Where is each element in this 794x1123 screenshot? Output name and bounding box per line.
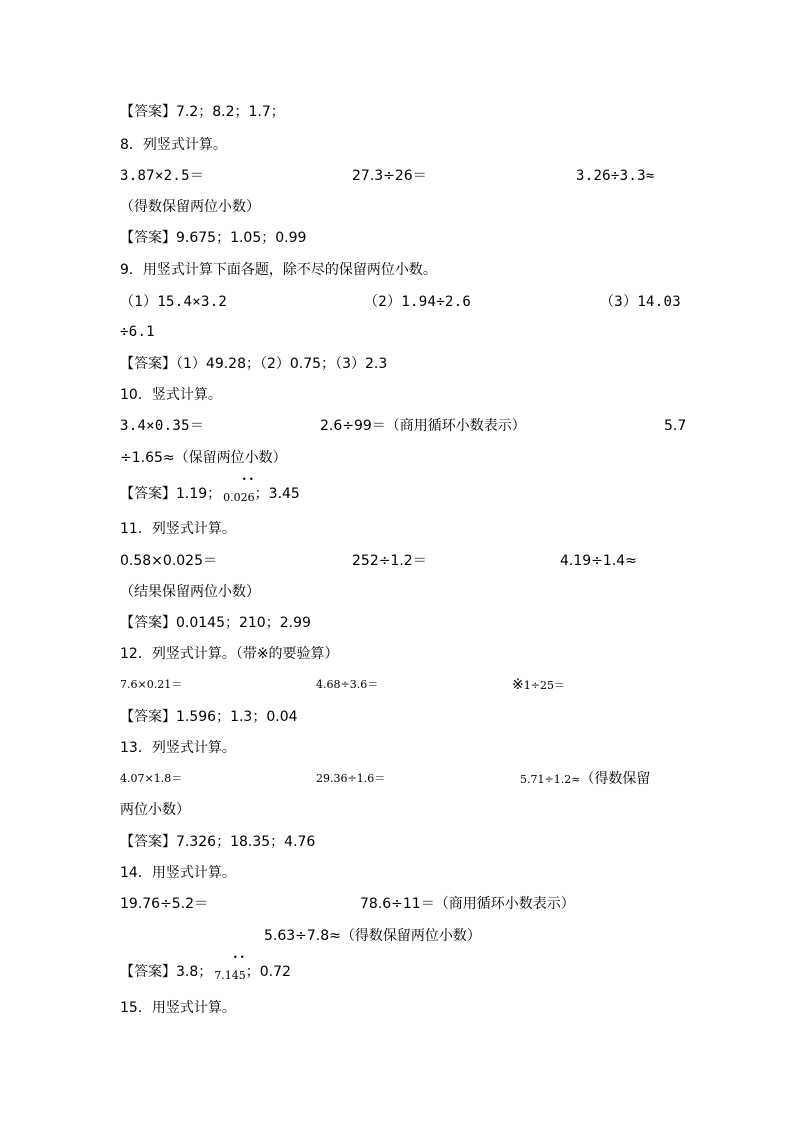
question-9-problems [0, 290, 794, 314]
problem-1: 3.87×2.5＝ [120, 168, 205, 184]
note-text: 两位小数） [120, 802, 190, 818]
answer-text: 【答案】1.19； [120, 486, 222, 502]
question-14-title [0, 861, 794, 885]
answer-line-14 [0, 960, 794, 984]
question-text: 12．列竖式计算。（带※的要验算） [120, 646, 339, 662]
problem-2: 27.3÷26＝ [352, 168, 427, 184]
answer-line-9 [0, 352, 794, 376]
problem-1: （1）15.4×3.2 [120, 294, 228, 310]
question-text: 13．列竖式计算。 [120, 740, 236, 756]
problem-3-note: （得数保留 [580, 771, 651, 787]
question-11-problems [0, 549, 794, 573]
problem-3-continued: ÷6.1 [120, 324, 155, 340]
problem-3: 5.7 [664, 418, 687, 434]
answer-text: 【答案】0.0145；210；2.99 [120, 615, 311, 631]
problem-1: 4.07×1.8＝ [120, 772, 183, 785]
answer-line-13 [0, 830, 794, 854]
question-11-note [0, 580, 794, 604]
question-10-problems [0, 414, 794, 438]
question-12-title [0, 642, 794, 666]
answer-text: 【答案】7.2；8.2；1.7； [120, 104, 285, 120]
question-8-note [0, 195, 794, 219]
problem-2: 29.36÷1.6＝ [316, 772, 386, 785]
answer-text: 【答案】（1）49.28；（2）0.75；（3）2.3 [120, 356, 388, 372]
question-9-title [0, 258, 794, 282]
repeating-digit: • 4 [232, 964, 239, 988]
repeating-digit: • 2 [241, 486, 248, 510]
repeating-decimal: 7.1• 4• 5 [214, 969, 246, 982]
question-8-problems [0, 164, 794, 188]
question-12-problems [0, 673, 794, 697]
repeating-decimal: 0.0• 2• 6 [223, 491, 255, 504]
question-text: 8．列竖式计算。 [120, 137, 227, 153]
question-text: 14．用竖式计算。 [120, 865, 236, 881]
problem-2: 4.68÷3.6＝ [316, 678, 379, 691]
problem-1: 3.4×0.35＝ [120, 418, 205, 434]
problem-3: 1÷25＝ [523, 679, 565, 692]
question-13-title [0, 736, 794, 760]
question-text: 15．用竖式计算。 [120, 1000, 236, 1016]
question-text: 10．竖式计算。 [120, 387, 222, 403]
problem-3: 4.19÷1.4≈ [560, 553, 637, 569]
problem-3: 5.71÷1.2≈ [520, 773, 581, 786]
answer-line-11 [0, 611, 794, 635]
repeating-digit: • 5 [239, 964, 246, 988]
answer-text: 【答案】9.675；1.05；0.99 [120, 230, 307, 246]
note-text: （得数保留两位小数） [120, 199, 260, 215]
question-10-problems-wrap [0, 446, 794, 470]
question-10-title [0, 383, 794, 407]
reference-mark: ※ [512, 677, 524, 693]
answer-line-10 [0, 482, 794, 506]
problem-3: 3.26÷3.3≈ [576, 168, 655, 184]
answer-line-8 [0, 226, 794, 250]
answer-text-end: ；3.45 [254, 486, 300, 502]
question-8-title [0, 133, 794, 157]
answer-text-end: ；0.72 [245, 964, 291, 980]
question-13-note-wrap [0, 798, 794, 822]
repeating-digit: • 6 [248, 486, 255, 510]
question-11-title [0, 517, 794, 541]
answer-line-12 [0, 705, 794, 729]
problem-3-continued: ÷1.65≈（保留两位小数） [120, 450, 287, 466]
problem-1: 0.58×0.025＝ [120, 553, 217, 569]
answer-text: 【答案】3.8； [120, 964, 213, 980]
answer-text: 【答案】7.326；18.35；4.76 [120, 834, 316, 850]
question-13-problems [0, 767, 794, 791]
note-text: （结果保留两位小数） [120, 584, 260, 600]
question-9-problems-wrap [0, 320, 794, 344]
problem-2: （2）1.94÷2.6 [364, 294, 472, 310]
question-15-title [0, 996, 794, 1020]
problem-2: 252÷1.2＝ [352, 553, 427, 569]
question-14-problems-line2 [0, 924, 794, 948]
problem-3: 5.63÷7.8≈（得数保留两位小数） [264, 928, 481, 944]
problem-3: （3）14.03 [600, 294, 681, 310]
problem-1: 19.76÷5.2＝ [120, 896, 209, 912]
problem-1: 7.6×0.21＝ [120, 678, 183, 691]
problem-2: 78.6÷11＝（商用循环小数表示） [360, 896, 575, 912]
answer-text: 【答案】1.596；1.3；0.04 [120, 709, 298, 725]
answer-line-7 [0, 100, 794, 124]
problem-2: 2.6÷99＝（商用循环小数表示） [320, 418, 526, 434]
question-text: 9．用竖式计算下面各题，除不尽的保留两位小数。 [120, 262, 437, 278]
question-text: 11．列竖式计算。 [120, 521, 236, 537]
question-14-problems [0, 892, 794, 916]
